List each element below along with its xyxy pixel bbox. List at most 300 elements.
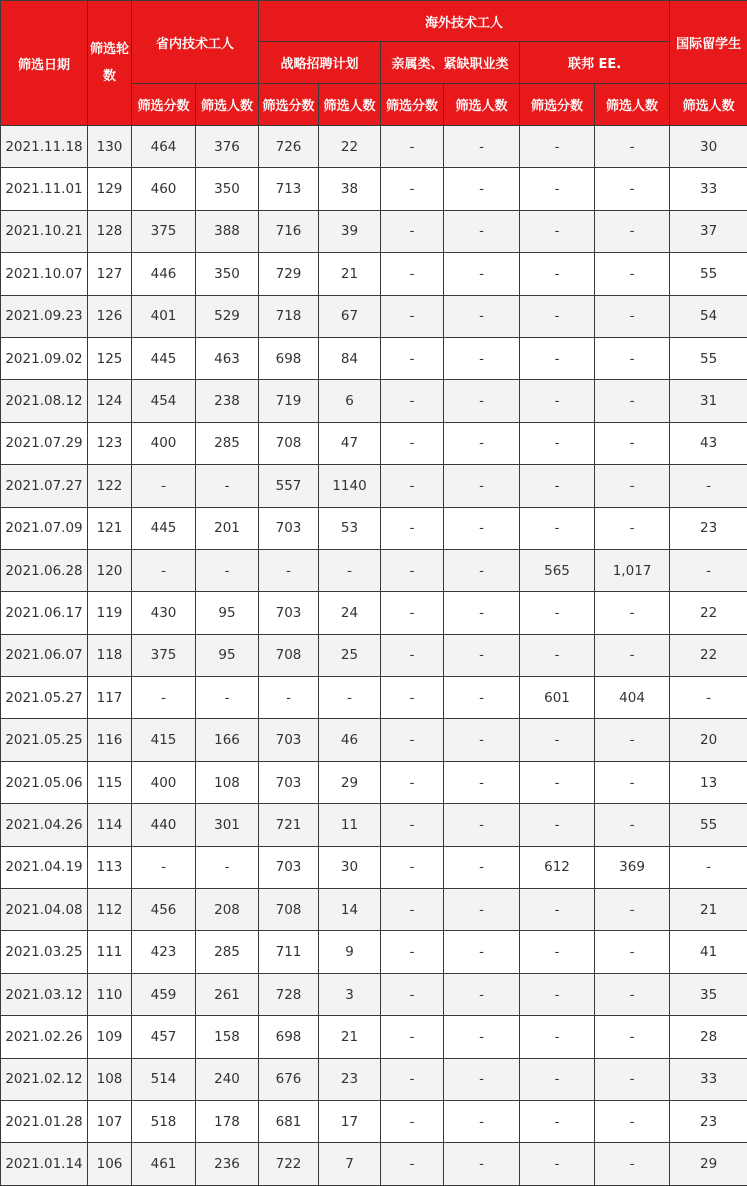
cell-round: 128 [88,210,132,252]
cell-intl-count: 37 [670,210,747,252]
cell-strat-score: 719 [259,380,319,422]
cell-fam-count: - [444,549,520,591]
cell-ee-score: - [520,1058,595,1100]
table-row [1,337,747,379]
table-row [1,804,747,846]
cell-date: 2021.07.09 [1,507,88,549]
cell-prov-count: 166 [196,719,259,761]
cell-fam-score: - [381,253,444,295]
cell-prov-count: 463 [196,337,259,379]
cell-prov-score: 375 [132,634,196,676]
cell-prov-count: 240 [196,1058,259,1100]
cell-prov-count: 201 [196,507,259,549]
cell-strat-score: 681 [259,1100,319,1142]
cell-fam-score: - [381,1143,444,1185]
cell-intl-count: 22 [670,592,747,634]
cell-round: 120 [88,549,132,591]
cell-round: 125 [88,337,132,379]
cell-intl-count: 23 [670,507,747,549]
cell-ee-score: - [520,592,595,634]
cell-round: 111 [88,931,132,973]
table-row [1,465,747,507]
cell-ee-score: - [520,973,595,1015]
cell-prov-score: 454 [132,380,196,422]
table-row [1,549,747,591]
table-row [1,846,747,888]
header-intl-count: 筛选人数 [670,84,747,126]
cell-intl-count: 28 [670,1016,747,1058]
table-row [1,126,747,168]
table-row [1,719,747,761]
cell-intl-count: 30 [670,126,747,168]
cell-round: 110 [88,973,132,1015]
cell-ee-score: - [520,1016,595,1058]
cell-strat-score: 708 [259,889,319,931]
cell-prov-score: 375 [132,210,196,252]
cell-fam-count: - [444,295,520,337]
cell-intl-count: - [670,465,747,507]
cell-fam-score: - [381,295,444,337]
cell-ee-score: - [520,1143,595,1185]
cell-ee-score: - [520,380,595,422]
cell-prov-score: 445 [132,507,196,549]
cell-ee-score: - [520,168,595,210]
table-row [1,1143,747,1185]
cell-strat-count: 14 [319,889,381,931]
cell-strat-score: 713 [259,168,319,210]
cell-ee-count: 1,017 [595,549,670,591]
cell-prov-score: 430 [132,592,196,634]
header-federal-ee: 联邦 EE. [520,42,670,84]
cell-round: 123 [88,422,132,464]
cell-intl-count: - [670,846,747,888]
table-row [1,422,747,464]
cell-prov-score: 457 [132,1016,196,1058]
cell-prov-score: 464 [132,126,196,168]
cell-fam-count: - [444,126,520,168]
header-prov-count: 筛选人数 [196,84,259,126]
cell-date: 2021.06.17 [1,592,88,634]
cell-fam-count: - [444,1100,520,1142]
header-ee-count: 筛选人数 [595,84,670,126]
cell-prov-score: - [132,677,196,719]
cell-ee-count: - [595,337,670,379]
cell-fam-count: - [444,931,520,973]
cell-prov-count: 236 [196,1143,259,1185]
cell-ee-count: - [595,422,670,464]
cell-ee-score: - [520,210,595,252]
cell-ee-score: - [520,126,595,168]
cell-round: 108 [88,1058,132,1100]
cell-ee-count: - [595,295,670,337]
cell-ee-score: - [520,889,595,931]
cell-ee-count: - [595,1058,670,1100]
cell-fam-score: - [381,210,444,252]
cell-strat-count: 21 [319,253,381,295]
cell-fam-count: - [444,846,520,888]
header-strat-count: 筛选人数 [319,84,381,126]
cell-prov-score: - [132,846,196,888]
cell-strat-count: 1140 [319,465,381,507]
cell-round: 121 [88,507,132,549]
cell-intl-count: 23 [670,1100,747,1142]
cell-ee-score: 601 [520,677,595,719]
cell-fam-score: - [381,889,444,931]
cell-fam-count: - [444,761,520,803]
cell-strat-count: 11 [319,804,381,846]
cell-prov-count: 95 [196,634,259,676]
cell-strat-score: 703 [259,507,319,549]
cell-date: 2021.01.14 [1,1143,88,1185]
cell-strat-score: 716 [259,210,319,252]
cell-intl-count: 21 [670,889,747,931]
cell-fam-count: - [444,1058,520,1100]
cell-ee-score: - [520,1100,595,1142]
cell-fam-count: - [444,634,520,676]
cell-prov-count: 350 [196,253,259,295]
cell-prov-score: 445 [132,337,196,379]
cell-fam-count: - [444,592,520,634]
cell-prov-count: 108 [196,761,259,803]
cell-round: 113 [88,846,132,888]
cell-fam-count: - [444,677,520,719]
cell-intl-count: 55 [670,253,747,295]
cell-date: 2021.04.08 [1,889,88,931]
cell-fam-count: - [444,973,520,1015]
table-row [1,592,747,634]
cell-prov-score: 456 [132,889,196,931]
cell-round: 115 [88,761,132,803]
header-fam-count: 筛选人数 [444,84,520,126]
cell-ee-score: - [520,337,595,379]
cell-strat-score: 722 [259,1143,319,1185]
cell-ee-count: - [595,889,670,931]
header-strat-score: 筛选分数 [259,84,319,126]
cell-fam-score: - [381,592,444,634]
table-row [1,761,747,803]
cell-intl-count: 33 [670,1058,747,1100]
cell-strat-count: 53 [319,507,381,549]
cell-ee-count: - [595,465,670,507]
cell-strat-score: 703 [259,719,319,761]
header-fam-score: 筛选分数 [381,84,444,126]
cell-fam-count: - [444,507,520,549]
table-row [1,973,747,1015]
table-row [1,1016,747,1058]
table-row [1,380,747,422]
cell-date: 2021.03.25 [1,931,88,973]
cell-fam-score: - [381,804,444,846]
cell-fam-score: - [381,380,444,422]
cell-strat-count: 46 [319,719,381,761]
cell-ee-score: - [520,507,595,549]
cell-fam-score: - [381,846,444,888]
cell-strat-count: 6 [319,380,381,422]
cell-round: 118 [88,634,132,676]
cell-round: 126 [88,295,132,337]
cell-strat-score: 708 [259,422,319,464]
header-ee-score: 筛选分数 [520,84,595,126]
cell-strat-count: 29 [319,761,381,803]
cell-date: 2021.02.12 [1,1058,88,1100]
cell-ee-count: - [595,1143,670,1185]
cell-round: 127 [88,253,132,295]
cell-prov-count: - [196,846,259,888]
cell-prov-count: 95 [196,592,259,634]
cell-fam-score: - [381,719,444,761]
cell-ee-count: 404 [595,677,670,719]
cell-ee-count: - [595,634,670,676]
table-row [1,210,747,252]
cell-prov-score: - [132,465,196,507]
cell-fam-count: - [444,253,520,295]
cell-date: 2021.07.29 [1,422,88,464]
cell-strat-score: 708 [259,634,319,676]
cell-prov-count: 301 [196,804,259,846]
cell-prov-count: 376 [196,126,259,168]
cell-prov-count: 238 [196,380,259,422]
cell-prov-score: 400 [132,761,196,803]
cell-fam-score: - [381,465,444,507]
cell-date: 2021.03.12 [1,973,88,1015]
cell-ee-score: - [520,422,595,464]
cell-ee-score: - [520,804,595,846]
cell-round: 112 [88,889,132,931]
cell-round: 114 [88,804,132,846]
header-prov-score: 筛选分数 [132,84,196,126]
cell-strat-score: 703 [259,761,319,803]
cell-prov-score: 400 [132,422,196,464]
cell-date: 2021.10.07 [1,253,88,295]
cell-ee-score: - [520,719,595,761]
table-row [1,295,747,337]
table-row [1,507,747,549]
cell-strat-count: 23 [319,1058,381,1100]
cell-fam-score: - [381,1016,444,1058]
cell-fam-count: - [444,1016,520,1058]
cell-intl-count: 29 [670,1143,747,1185]
cell-strat-score: 721 [259,804,319,846]
cell-strat-count: 3 [319,973,381,1015]
table-row [1,1058,747,1100]
cell-prov-score: 423 [132,931,196,973]
cell-strat-score: 698 [259,1016,319,1058]
header-provincial: 省内技术工人 [132,1,259,84]
cell-prov-score: 514 [132,1058,196,1100]
cell-ee-count: - [595,804,670,846]
cell-prov-count: 208 [196,889,259,931]
cell-round: 122 [88,465,132,507]
cell-date: 2021.07.27 [1,465,88,507]
cell-ee-count: - [595,931,670,973]
cell-intl-count: 55 [670,804,747,846]
cell-ee-score: 565 [520,549,595,591]
cell-fam-count: - [444,719,520,761]
cell-intl-count: 54 [670,295,747,337]
header-round: 筛选轮数 [88,1,132,126]
cell-ee-score: - [520,295,595,337]
cell-strat-count: 38 [319,168,381,210]
table-row [1,931,747,973]
cell-fam-score: - [381,973,444,1015]
cell-prov-count: 158 [196,1016,259,1058]
cell-prov-score: 459 [132,973,196,1015]
cell-ee-count: 369 [595,846,670,888]
cell-strat-score: - [259,677,319,719]
cell-ee-count: - [595,973,670,1015]
cell-prov-count: 388 [196,210,259,252]
cell-strat-score: 703 [259,592,319,634]
cell-round: 109 [88,1016,132,1058]
cell-date: 2021.08.12 [1,380,88,422]
cell-fam-score: - [381,931,444,973]
header-overseas: 海外技术工人 [259,1,670,42]
cell-strat-score: 718 [259,295,319,337]
cell-strat-score: - [259,549,319,591]
cell-strat-count: 47 [319,422,381,464]
cell-intl-count: - [670,549,747,591]
cell-date: 2021.09.23 [1,295,88,337]
cell-strat-count: 67 [319,295,381,337]
cell-round: 106 [88,1143,132,1185]
cell-fam-count: - [444,804,520,846]
cell-fam-count: - [444,422,520,464]
cell-prov-count: 178 [196,1100,259,1142]
cell-ee-score: - [520,931,595,973]
cell-strat-count: - [319,549,381,591]
cell-strat-score: 703 [259,846,319,888]
cell-date: 2021.04.19 [1,846,88,888]
cell-prov-score: 460 [132,168,196,210]
cell-prov-score: - [132,549,196,591]
cell-fam-count: - [444,210,520,252]
cell-ee-score: - [520,761,595,803]
cell-strat-count: 84 [319,337,381,379]
cell-intl-count: 13 [670,761,747,803]
table-row [1,634,747,676]
cell-intl-count: 22 [670,634,747,676]
cell-prov-score: 518 [132,1100,196,1142]
table-header [1,1,747,126]
cell-date: 2021.06.07 [1,634,88,676]
cell-ee-score: - [520,634,595,676]
cell-round: 107 [88,1100,132,1142]
cell-strat-count: 17 [319,1100,381,1142]
cell-ee-count: - [595,719,670,761]
table-row [1,168,747,210]
cell-fam-count: - [444,889,520,931]
cell-round: 119 [88,592,132,634]
cell-date: 2021.11.18 [1,126,88,168]
cell-ee-count: - [595,210,670,252]
cell-date: 2021.05.25 [1,719,88,761]
cell-round: 130 [88,126,132,168]
cell-strat-count: - [319,677,381,719]
cell-intl-count: 55 [670,337,747,379]
header-family: 亲属类、紧缺职业类 [381,42,520,84]
cell-date: 2021.09.02 [1,337,88,379]
cell-round: 124 [88,380,132,422]
cell-date: 2021.11.01 [1,168,88,210]
cell-ee-count: - [595,168,670,210]
cell-strat-score: 728 [259,973,319,1015]
cell-prov-score: 415 [132,719,196,761]
header-intl-students: 国际留学生 [670,1,747,84]
cell-fam-score: - [381,549,444,591]
cell-strat-count: 39 [319,210,381,252]
cell-fam-score: - [381,422,444,464]
cell-prov-count: - [196,677,259,719]
cell-intl-count: 43 [670,422,747,464]
cell-ee-count: - [595,126,670,168]
table-row [1,677,747,719]
header-date: 筛选日期 [1,1,88,126]
table-row [1,889,747,931]
cell-prov-count: 285 [196,931,259,973]
cell-strat-count: 25 [319,634,381,676]
cell-prov-score: 461 [132,1143,196,1185]
cell-strat-score: 729 [259,253,319,295]
cell-strat-count: 9 [319,931,381,973]
cell-intl-count: - [670,677,747,719]
cell-ee-count: - [595,1016,670,1058]
cell-fam-score: - [381,1100,444,1142]
cell-date: 2021.05.06 [1,761,88,803]
cell-strat-score: 676 [259,1058,319,1100]
cell-prov-count: 261 [196,973,259,1015]
cell-ee-score: - [520,465,595,507]
cell-fam-count: - [444,337,520,379]
cell-fam-score: - [381,168,444,210]
cell-ee-count: - [595,507,670,549]
cell-ee-count: - [595,1100,670,1142]
cell-prov-score: 440 [132,804,196,846]
cell-ee-count: - [595,253,670,295]
table-body [1,126,747,1186]
cell-intl-count: 20 [670,719,747,761]
cell-prov-score: 446 [132,253,196,295]
cell-fam-score: - [381,1058,444,1100]
cell-strat-score: 557 [259,465,319,507]
cell-intl-count: 33 [670,168,747,210]
table-row [1,1100,747,1142]
cell-fam-count: - [444,168,520,210]
cell-fam-score: - [381,337,444,379]
cell-ee-count: - [595,380,670,422]
cell-date: 2021.10.21 [1,210,88,252]
table-row [1,253,747,295]
cell-date: 2021.06.28 [1,549,88,591]
cell-strat-count: 22 [319,126,381,168]
cell-round: 117 [88,677,132,719]
cell-date: 2021.04.26 [1,804,88,846]
cell-prov-count: 529 [196,295,259,337]
cell-ee-score: 612 [520,846,595,888]
header-strategic: 战略招聘计划 [259,42,381,84]
cell-prov-count: - [196,549,259,591]
cell-fam-score: - [381,634,444,676]
cell-strat-count: 30 [319,846,381,888]
cell-intl-count: 35 [670,973,747,1015]
cell-fam-count: - [444,380,520,422]
cell-prov-count: 350 [196,168,259,210]
cell-fam-score: - [381,761,444,803]
cell-intl-count: 31 [670,380,747,422]
cell-round: 116 [88,719,132,761]
cell-strat-count: 7 [319,1143,381,1185]
cell-fam-count: - [444,465,520,507]
cell-strat-count: 24 [319,592,381,634]
